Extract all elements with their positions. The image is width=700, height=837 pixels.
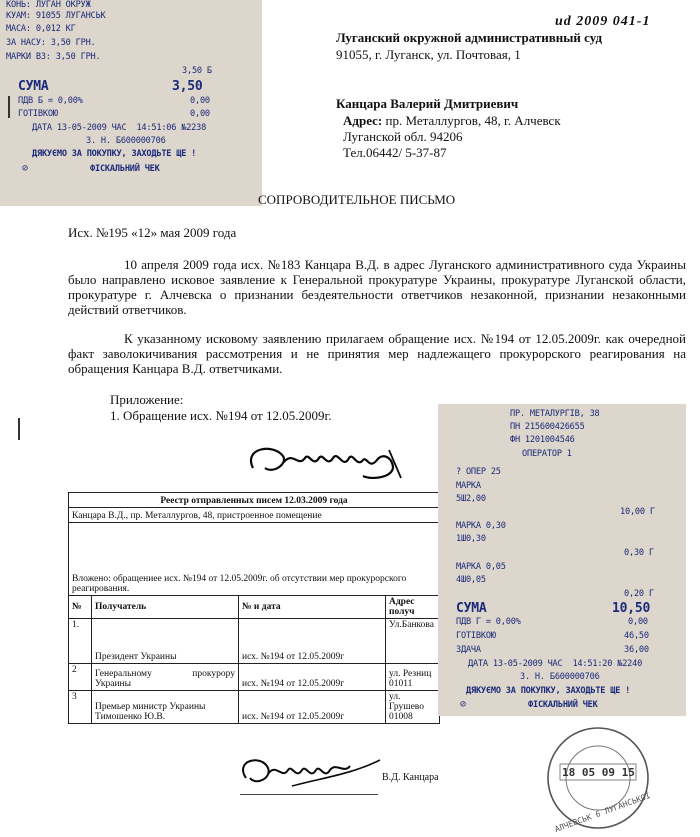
row-ref: исх. №194 от 12.05.2009г: [239, 619, 386, 664]
receipt-line: ЗА НАСУ: 3,50 ГРН.: [6, 38, 96, 48]
receipt-line: КОНЬ: ЛУГАН ОКРУЖ: [6, 0, 91, 10]
registry-attached: Вложено: обращениее исх. №194 от 12.05.2009г. об отсутствии мер прокурорского реагирования.: [69, 523, 440, 596]
receipt-item-label: МАРКА 0,30: [456, 521, 506, 531]
paragraph-2: К указанному исковому заявлению прилагаем обращение исх. №194 от 12.05.2009г. как очередной факт заволокичивания рассмотрения и не принятия мер надлежащего прокурорского реагирования на обращения Канцара В.Д. ответчиками.: [68, 331, 686, 376]
receipt-logo-icon: ⊘: [22, 163, 28, 174]
receipt-fiscal: ФІСКАЛЬНИЙ ЧЕК: [528, 700, 598, 710]
receipt-date: ДАТА 13-05-2009 ЧАС 14:51:20 №2240: [468, 659, 643, 669]
receipt-date: ДАТА 13-05-2009 ЧАС 14:51:06 №2238: [32, 123, 207, 133]
table-row: [69, 619, 440, 664]
row-address-zip: 01011: [389, 679, 413, 689]
receipt-thanks: ДЯКУЄМО ЗА ПОКУПКУ, ЗАХОДЬТЕ ЩЕ !: [32, 149, 197, 159]
col-header-ref: № и дата: [239, 596, 386, 619]
receipt-change-value: 36,00: [624, 645, 649, 655]
receipt-vat-value: 0,00: [190, 96, 210, 106]
receipt-header-line: ФН 1201004546: [510, 435, 575, 445]
sender-name: Канцара Валерий Дмитриевич: [336, 96, 519, 111]
receipt-item-qty: 5Ш2,00: [456, 494, 486, 504]
court-name: Луганский окружной административный суд: [336, 30, 603, 45]
col-header-address: Адрес получ: [386, 596, 440, 619]
row-recipient: Премьер министр Украины Тимошенко Ю.В.: [92, 691, 239, 724]
registry-sender: Канцара В.Д., пр. Металлургов, 48, пристроенное помещение: [69, 508, 440, 523]
row-address: [386, 691, 440, 724]
row-ref: исх. №194 от 12.05.2009г: [239, 664, 386, 691]
receipt-item-amount: 10,00 Г: [620, 507, 655, 517]
receipt-header-line: ПН 215600426655: [510, 422, 585, 432]
row-num: 3: [69, 691, 92, 724]
col-header-num: №: [69, 596, 92, 619]
registry-signature: [232, 748, 382, 798]
receipt-item-amount: 0,30 Г: [624, 548, 654, 558]
receipt-cash-label: ГОТІВКОЮ: [18, 109, 58, 119]
receipt-item-label: МАРКА 0,05: [456, 562, 506, 572]
row-address-zip: 01008: [389, 712, 413, 722]
row-address-street: ул. Грушево: [389, 692, 424, 712]
receipt-fiscal: ФІСКАЛЬНИЙ ЧЕК: [90, 164, 160, 174]
row-recipient: Президент Украины: [92, 619, 239, 664]
receipt-total-value: 10,50: [612, 601, 651, 616]
row-recipient: Генеральному прокурору Украины: [92, 664, 239, 691]
receipt-change-label: ЗДАЧА: [456, 645, 481, 655]
table-row: [69, 664, 440, 691]
sender-address-line2: Луганской обл. 94206: [343, 129, 463, 144]
pen-mark: [18, 418, 20, 440]
table-row: [69, 691, 440, 724]
row-address: Ул.Банкова: [386, 619, 440, 664]
receipt-line: МАСА: 0,012 КГ: [6, 24, 76, 34]
attachment-item: 1. Обращение исх. №194 от 12.05.2009г.: [110, 408, 332, 423]
sender-phone: Тел.06442/ 5-37-87: [343, 145, 447, 160]
row-address-street: ул. Резниц: [389, 669, 432, 679]
receipt-vat-label: ПДВ Г = 0,00%: [456, 617, 521, 627]
receipt-item-qty: 4Ш0,05: [456, 575, 486, 585]
address-label: Адрес:: [343, 113, 383, 128]
receipt-cash-label: ГОТІВКОЮ: [456, 631, 496, 641]
court-address: 91055, г. Луганск, ул. Почтовая, 1: [336, 47, 521, 62]
stamp-date: 18 05 09 15: [562, 766, 635, 779]
stamp-ring-text: АЛЧЕВСЬК 6 ЛУГАНСЬКОЇ: [553, 790, 652, 835]
receipt-vat-value: 0,00: [628, 617, 648, 627]
receipt-serial: З. Н. Б600000706: [86, 136, 166, 146]
col-header-recipient: Получатель: [92, 596, 239, 619]
receipt-item-label: МАРКА: [456, 481, 481, 491]
receipt-item-amount: 0,20 Г: [624, 589, 654, 599]
receipt-thanks: ДЯКУЄМО ЗА ПОКУПКУ, ЗАХОДЬТЕ ЩЕ !: [466, 686, 631, 696]
row-address: [386, 664, 440, 691]
registry-signature-name: В.Д. Канцара: [382, 772, 439, 783]
receipt-line: МАРКИ ВЗ: 3,50 ГРН.: [6, 52, 101, 62]
receipt-cash-value: 0,00: [190, 109, 210, 119]
receipt-header-line: ПР. МЕТАЛУРГІВ, 38: [510, 409, 600, 419]
row-num: 1.: [69, 619, 92, 664]
row-ref: исх. №194 от 12.05.2009г: [239, 691, 386, 724]
page-title: СОПРОВОДИТЕЛЬНОЕ ПИСЬМО: [258, 192, 456, 207]
receipt-amount: 3,50 Б: [182, 66, 212, 76]
document-code: ud 2009 041-1: [555, 14, 651, 29]
receipt-serial: З. Н. Б600000706: [520, 672, 600, 682]
receipt-header-line: ОПЕРАТОР 1: [522, 449, 572, 459]
paragraph-1: 10 апреля 2009 года исх. №183 Канцара В.Д. в адрес Луганского административного суда Украины было направлено исковое заявление к Генеральной прокуратуре Украины, прокуратуре Луганской области, прокуратуре г. Алчевска о признании бездеятельности ответчиков незаконной, признании незаконными действий ответчиков.: [68, 257, 686, 317]
sender-address-line1: Адрес: пр. Металлургов, 48, г. Алчевск: [343, 113, 561, 128]
receipt-item-qty: 1Ш0,30: [456, 534, 486, 544]
signature: [243, 438, 413, 488]
receipt-line: КУАМ: 91055 ЛУГАНСЬК: [6, 11, 106, 21]
receipt-vat-label: ПДВ Б = 0,00%: [18, 96, 83, 106]
fiscal-receipt-1: [0, 0, 262, 206]
registry-signature-line: [240, 794, 378, 795]
receipt-op: ? ОПЕР 25: [456, 467, 501, 477]
outgoing-ref: Исх. №195 «12» мая 2009 года: [68, 225, 237, 240]
fiscal-receipt-2: [438, 404, 686, 716]
registry-title: Реестр отправленных писем 12.03.2009 года: [69, 493, 440, 508]
pen-mark: [8, 96, 10, 118]
attachment-heading: Приложение:: [110, 392, 184, 407]
receipt-logo-icon: ⊘: [460, 699, 466, 710]
receipt-total-value: 3,50: [172, 79, 203, 94]
receipt-cash-value: 46,50: [624, 631, 649, 641]
row-num: 2: [69, 664, 92, 691]
receipt-total-label: СУМА: [456, 601, 487, 616]
receipt-total-label: СУМА: [18, 79, 49, 94]
registry: [68, 492, 440, 724]
postal-stamp: [540, 722, 660, 835]
